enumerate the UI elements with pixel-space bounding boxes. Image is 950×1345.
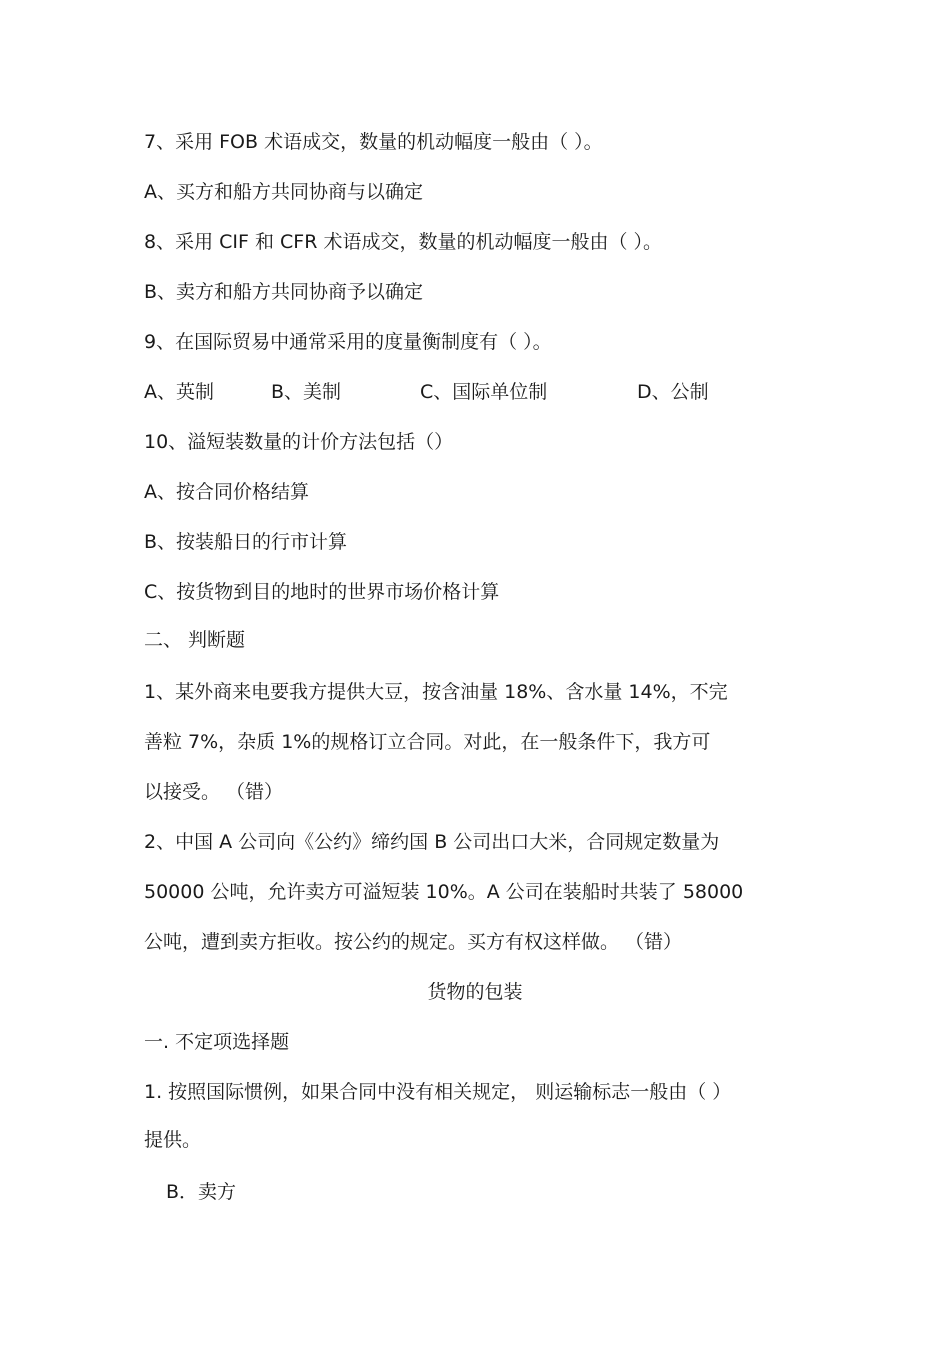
judgment-2-line-2: 50000 公吨，允许卖方可溢短装 10%。A 公司在装船时共装了 58000: [144, 881, 744, 903]
question-9-options: [144, 379, 784, 405]
question-7-option-a: A、买方和船方共同协商与以确定: [144, 181, 423, 203]
question-9-option-a: A、英制: [144, 381, 214, 403]
chapter-title-packing: 货物的包装: [427, 981, 523, 1003]
question-8: 8、采用 CIF 和 CFR 术语成交，数量的机动幅度一般由（ ）。: [144, 231, 662, 253]
question-8-option-b: B、卖方和船方共同协商予以确定: [144, 281, 424, 303]
section-heading-multiple-choice: 一. 不定项选择题: [144, 1031, 290, 1053]
section-heading-true-false: 二、 判断题: [144, 629, 246, 651]
question-9: 9、在国际贸易中通常采用的度量衡制度有（ ）。: [144, 331, 552, 353]
packing-question-1-option-b: B．卖方: [166, 1181, 237, 1203]
question-9-option-c: C、国际单位制: [420, 381, 548, 403]
question-9-option-d: D、公制: [637, 381, 709, 403]
question-10-option-b: B、按装船日的行市计算: [144, 531, 348, 553]
judgment-2-line-1: 2、中国 A 公司向《公约》缔约国 B 公司出口大米，合同规定数量为: [144, 831, 720, 853]
question-7: 7、采用 FOB 术语成交，数量的机动幅度一般由（ ）。: [144, 131, 603, 153]
judgment-1-line-1: 1、某外商来电要我方提供大豆，按含油量 18%、含水量 14%，不完: [144, 681, 728, 703]
question-9-option-b: B、美制: [271, 381, 342, 403]
question-10-option-c: C、按货物到目的地时的世界市场价格计算: [144, 581, 500, 603]
question-10-option-a: A、按合同价格结算: [144, 481, 309, 503]
judgment-2-line-3: 公吨，遭到卖方拒收。按公约的规定。买方有权这样做。 （错）: [144, 931, 683, 953]
packing-question-1-line-1: 1. 按照国际惯例，如果合同中没有相关规定， 则运输标志一般由（ ）: [144, 1081, 732, 1103]
judgment-1-line-3: 以接受。 （错）: [144, 781, 284, 803]
judgment-1-line-2: 善粒 7%，杂质 1%的规格订立合同。对此，在一般条件下，我方可: [144, 731, 711, 753]
packing-question-1-line-2: 提供。: [144, 1129, 202, 1151]
question-10: 10、溢短装数量的计价方法包括（）: [144, 431, 454, 453]
